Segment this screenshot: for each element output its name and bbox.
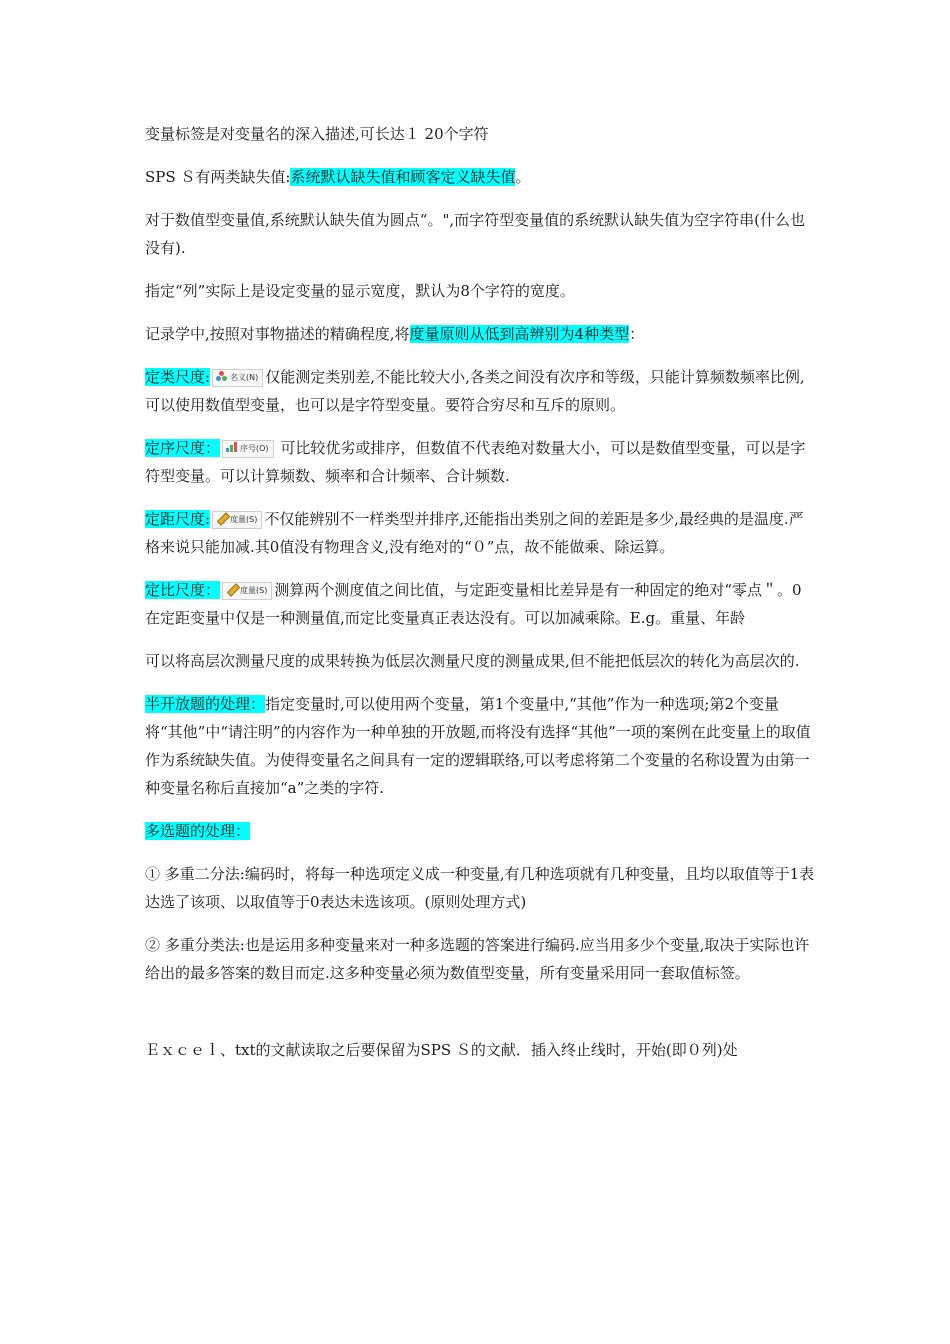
nominal-text: 仅能测定类别差,不能比较大小,各类之间没有次序和等级，只能计算频数频率比例,可以使用数值型变量，也可以是字符型变量。要符合穷尽和互斥的原则。 <box>145 368 805 414</box>
highlighted-text: 系统默认缺失值和顾客定义缺失值 <box>290 168 516 186</box>
text: SPS Ｓ有两类缺失值: <box>145 168 291 186</box>
ordinal-text: 可比较优劣或排序，但数值不代表绝对数量大小，可以是数值型变量，可以是字符型变量。可以计算频数、频率和合计频率、合计频数. <box>145 439 806 485</box>
spacer <box>145 1002 815 1036</box>
ordinal-heading: 定序尺度： <box>145 439 221 457</box>
paragraph-semi-open <box>145 690 815 802</box>
chip-label: 度量(S) <box>230 515 258 524</box>
text: 记录学中,按照对事物描述的精确程度,将 <box>145 325 410 343</box>
paragraph-ordinal <box>145 434 815 490</box>
interval-text: 不仅能辨别不一样类型并排序,还能指出类别之间的差距是多少,最经典的是温度.严格来说只能加减.其0值没有物理含义,没有绝对的“０”点，故不能做乘、除运算。 <box>145 510 804 556</box>
measure-chip-ordinal <box>222 440 274 458</box>
semi-open-text: 指定变量时,可以使用两个变量，第1个变量中,“其他”作为一种选项;第2个变量将“其他”中“请注明”的内容作为一种单独的开放题,而将没有选择“其他”一项的案例在此变量上的取值作为系统缺失值。为使得变量名之间具有一定的逻辑联络,可以考虑将第二个变量的名称设置为由第一种变量名称后直接加“a”之类的字符. <box>145 695 811 797</box>
paragraph-column-width: 指定“列”实际上是设定变量的显示宽度，默认为8个字符的宽度。 <box>145 282 575 300</box>
semi-open-heading: 半开放题的处理： <box>145 695 266 713</box>
ratio-text: 测算两个测度值之间比值，与定距变量相比差异是有一种固定的绝对“零点＂。0在定距变量中仅是一种测量值,而定比变量真正表达没有。可以加减乘除。E.g。重量、年龄 <box>145 581 802 627</box>
chip-label: 序号(O) <box>240 444 269 453</box>
document-body <box>145 120 815 1079</box>
paragraph-multiple-category: ② 多重分类法:也是运用多种变量来对一种多选题的答案进行编码.应当用多少个变量,取决于实际也许给出的最多答案的数目而定.这多种变量必须为数值型变量，所有变量采用同一套取值标签。 <box>145 936 810 982</box>
chip-label: 度量(S) <box>240 586 268 595</box>
paragraph-measurement-intro <box>145 320 815 348</box>
paragraph-interval <box>145 505 815 561</box>
ordinal-bar-icon <box>226 442 238 452</box>
multi-select-heading: 多选题的处理： <box>145 822 251 840</box>
ruler-icon <box>226 584 238 594</box>
text: 。 <box>515 168 531 186</box>
measure-chip-ratio <box>222 582 272 600</box>
paragraph-multiple-dichotomy: ① 多重二分法:编码时，将每一种选项定义成一种变量,有几种选项就有几种变量，且均以取值等于1表达选了该项、以取值等于0表达未选该项。(原则处理方式) <box>145 865 815 911</box>
paragraph-system-missing: 对于数值型变量值,系统默认缺失值为圆点“。",而字符型变量值的系统默认缺失值为空字符串(什么也没有). <box>145 211 805 257</box>
paragraph-missing-values <box>145 163 815 191</box>
measure-chip-interval <box>212 511 262 529</box>
ratio-heading: 定比尺度： <box>145 581 221 599</box>
paragraph-nominal <box>145 363 815 419</box>
ruler-icon <box>216 513 228 523</box>
measure-chip-nominal <box>212 369 263 387</box>
interval-heading: 定距尺度: <box>145 510 211 528</box>
chip-label: 名义(N) <box>230 373 259 382</box>
paragraph-excel-import: Ｅｘｃｅｌ、txt的文献读取之后要保留为SPS Ｓ的文献．插入终止线时，开始(即０列)处 <box>145 1041 738 1059</box>
nominal-heading: 定类尺度: <box>145 368 211 386</box>
paragraph-scale-conversion: 可以将高层次测量尺度的成果转换为低层次测量尺度的测量成果,但不能把低层次的转化为高层次的. <box>145 652 800 670</box>
text: ： <box>629 325 645 343</box>
paragraph-multi-select-heading <box>145 817 815 845</box>
nominal-icon <box>216 371 228 381</box>
paragraph-ratio <box>145 576 815 632</box>
paragraph-variable-label: 变量标签是对变量名的深入描述,可长达１ 20个字符 <box>145 125 489 143</box>
highlighted-text: 度量原则从低到高辨别为4种类型 <box>409 325 630 343</box>
